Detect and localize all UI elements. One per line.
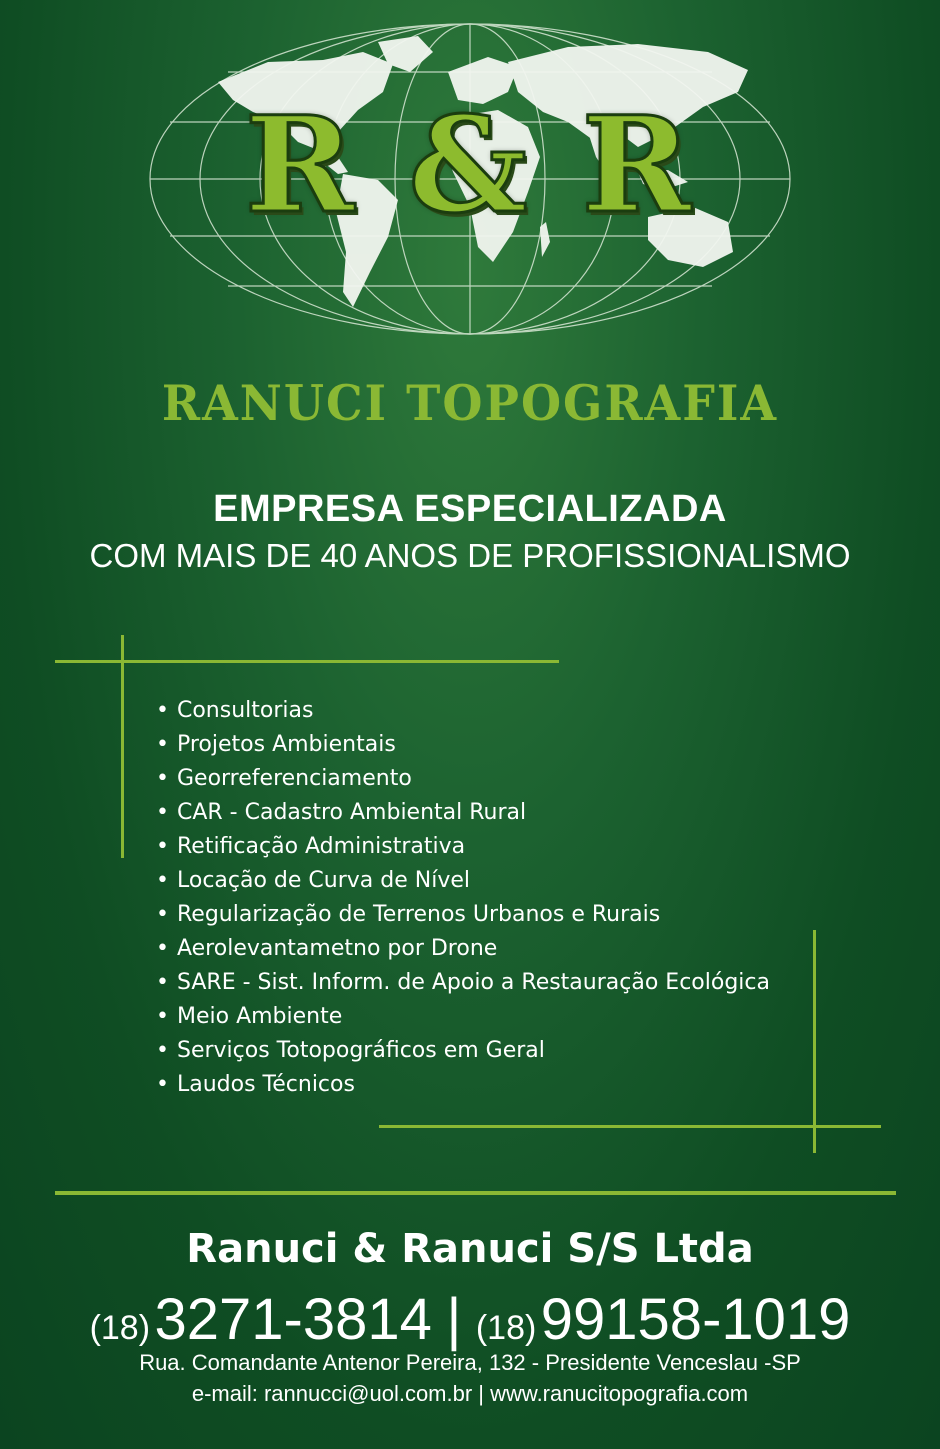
divider-top-horizontal <box>55 660 559 663</box>
phone2-number[interactable]: 99158-1019 <box>540 1287 851 1352</box>
phone1-area-code: (18) <box>89 1309 151 1347</box>
service-item: • CAR - Cadastro Ambiental Rural <box>156 796 770 830</box>
service-item: • Georreferenciamento <box>156 762 770 796</box>
service-item: • Meio Ambiente <box>156 1000 770 1034</box>
service-item: • Laudos Técnicos <box>156 1068 770 1102</box>
tagline-headline: EMPRESA ESPECIALIZADA <box>213 488 727 530</box>
email-website[interactable]: e-mail: rannucci@uol.com.br | www.ranucitopografia.com <box>191 1381 749 1406</box>
service-item: • Locação de Curva de Nível <box>156 864 770 898</box>
divider-bottom-vertical <box>813 930 816 1153</box>
service-item: • Retificação Administrativa <box>156 830 770 864</box>
phone-separator: | <box>446 1287 462 1352</box>
service-item: • SARE - Sist. Inform. de Apoio a Restauração Ecológica <box>156 966 770 1000</box>
divider-top-vertical <box>121 635 124 858</box>
services-list <box>156 694 770 1102</box>
service-item: • Regularização de Terrenos Urbanos e Rurais <box>156 898 770 932</box>
company-name: Ranuci & Ranuci S/S Ltda <box>186 1226 754 1272</box>
brand-name: RANUCI TOPOGRAFIA <box>161 374 779 432</box>
divider-bottom-horizontal <box>379 1125 881 1128</box>
logo-wordmark: R & R <box>244 88 696 243</box>
service-item: • Aerolevantametno por Drone <box>156 932 770 966</box>
footer-divider <box>55 1191 896 1195</box>
tagline-subline: COM MAIS DE 40 ANOS DE PROFISSIONALISMO <box>89 537 851 574</box>
address: Rua. Comandante Antenor Pereira, 132 - Presidente Venceslau -SP <box>139 1350 801 1375</box>
phone1-number[interactable]: 3271-3814 <box>154 1287 432 1352</box>
service-item: • Serviços Totopográficos em Geral <box>156 1034 770 1068</box>
phone2-area-code: (18) <box>475 1309 537 1347</box>
phone-numbers <box>0 1286 940 1353</box>
service-item: • Consultorias <box>156 694 770 728</box>
service-item: • Projetos Ambientais <box>156 728 770 762</box>
